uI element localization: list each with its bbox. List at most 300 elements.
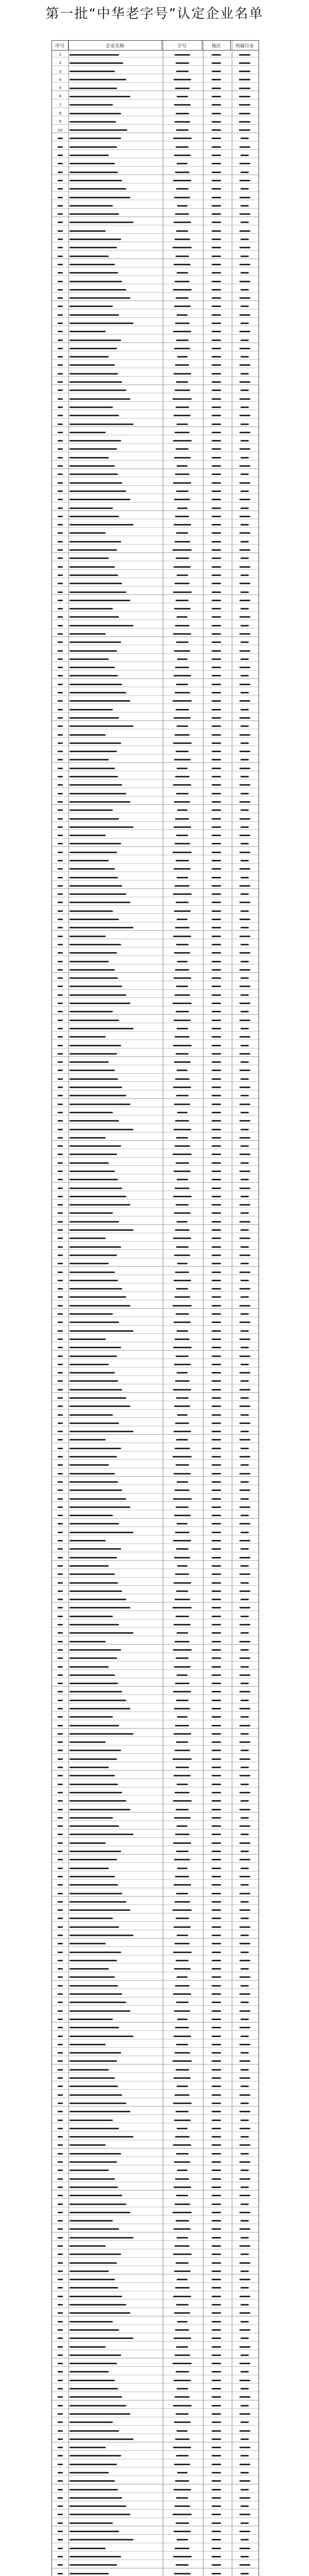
industry-cell <box>231 2393 259 2401</box>
industry-cell <box>231 1671 259 1679</box>
region-cell <box>202 1948 231 1956</box>
company-name-cell <box>68 1931 162 1940</box>
region-cell <box>202 1512 231 1520</box>
region-cell <box>202 613 231 621</box>
company-name-cell <box>68 412 162 420</box>
region-cell <box>202 932 231 940</box>
industry-cell <box>231 479 259 487</box>
industry-cell <box>231 2477 259 2485</box>
company-name-cell <box>68 353 162 361</box>
company-name-cell <box>68 1083 162 1092</box>
brand-name-cell <box>162 2460 202 2468</box>
table-row <box>52 2418 259 2427</box>
row-index <box>52 2259 68 2267</box>
region-cell <box>202 1167 231 1175</box>
table-row <box>52 924 259 932</box>
company-name-cell <box>68 1881 162 1889</box>
row-index <box>52 1621 68 1629</box>
industry-cell <box>231 2074 259 2082</box>
region-cell <box>202 1327 231 1335</box>
table-row <box>52 2317 259 2326</box>
region-cell <box>202 462 231 470</box>
table-row <box>52 1738 259 1747</box>
company-name-cell <box>68 1453 162 1461</box>
region-cell <box>202 2267 231 2275</box>
region-cell <box>202 1033 231 1041</box>
region-cell <box>202 2007 231 2015</box>
brand-name-cell <box>162 59 202 67</box>
region-cell <box>202 311 231 319</box>
row-index <box>52 798 68 806</box>
brand-name-cell <box>162 328 202 336</box>
row-index <box>52 2485 68 2494</box>
region-cell <box>202 2326 231 2334</box>
table-row <box>52 420 259 428</box>
brand-name-cell <box>162 2149 202 2158</box>
company-name-cell <box>68 2561 162 2569</box>
row-index <box>52 420 68 428</box>
brand-name-cell <box>162 67 202 76</box>
region-cell <box>202 1041 231 1049</box>
region-cell <box>202 2250 231 2259</box>
industry-cell <box>231 437 259 445</box>
region-cell <box>202 815 231 823</box>
brand-name-cell <box>162 1201 202 1209</box>
industry-cell <box>231 965 259 974</box>
table-row <box>52 479 259 487</box>
region-cell <box>202 1923 231 1931</box>
table-row <box>52 2444 259 2452</box>
table-row <box>52 2502 259 2511</box>
row-index <box>52 512 68 520</box>
company-name-cell <box>68 722 162 731</box>
region-cell <box>202 2074 231 2082</box>
brand-name-cell <box>162 1570 202 1579</box>
company-name-cell <box>68 554 162 563</box>
table-row <box>52 361 259 369</box>
company-name-cell <box>68 1184 162 1192</box>
company-name-cell <box>68 974 162 982</box>
row-index <box>52 1444 68 1452</box>
row-index <box>52 2057 68 2065</box>
row-index <box>52 2460 68 2468</box>
row-index <box>52 2519 68 2527</box>
industry-cell <box>231 1940 259 1948</box>
brand-name-cell <box>162 638 202 647</box>
company-name-cell <box>68 59 162 67</box>
brand-name-cell <box>162 1503 202 1511</box>
row-index <box>52 2410 68 2418</box>
row-index: 3 <box>59 69 62 74</box>
brand-name-cell <box>162 2418 202 2427</box>
industry-cell <box>231 101 259 109</box>
table-row <box>52 1923 259 1931</box>
table-row <box>52 59 259 67</box>
brand-name-cell <box>162 815 202 823</box>
region-cell <box>202 260 231 268</box>
company-name-cell <box>68 705 162 714</box>
row-index: 6 <box>59 94 62 99</box>
brand-name-cell <box>162 361 202 369</box>
company-name-cell <box>68 2485 162 2494</box>
industry-cell <box>231 277 259 285</box>
industry-cell <box>231 1369 259 1377</box>
table-row <box>52 50 259 59</box>
company-name-cell <box>68 1872 162 1880</box>
company-name-cell <box>68 1352 162 1360</box>
row-index <box>52 2250 68 2259</box>
industry-cell <box>231 2376 259 2384</box>
table-row <box>52 244 259 252</box>
brand-name-cell <box>162 50 202 59</box>
row-index <box>52 1612 68 1620</box>
table-row <box>52 1637 259 1646</box>
brand-name-cell <box>162 1167 202 1175</box>
row-index <box>52 504 68 512</box>
brand-name-cell <box>162 1117 202 1125</box>
brand-name-cell <box>162 2528 202 2536</box>
company-name-cell <box>68 2250 162 2259</box>
table-row <box>52 537 259 546</box>
row-index <box>52 1310 68 1318</box>
table-row <box>52 2368 259 2376</box>
brand-name-cell <box>162 2444 202 2452</box>
row-index <box>52 882 68 890</box>
region-cell <box>202 201 231 210</box>
brand-name-cell <box>162 2233 202 2242</box>
company-name-cell <box>68 277 162 285</box>
table-row <box>52 1520 259 1528</box>
row-index <box>52 680 68 688</box>
brand-name-cell <box>162 117 202 126</box>
region-cell <box>202 907 231 915</box>
table-row <box>52 344 259 352</box>
brand-name-cell <box>162 2116 202 2124</box>
company-name-cell <box>68 957 162 965</box>
row-index <box>52 1528 68 1536</box>
company-name-cell <box>68 1562 162 1570</box>
row-index <box>52 1629 68 1637</box>
brand-name-cell <box>162 764 202 772</box>
table-row <box>52 1621 259 1629</box>
table-row <box>52 2292 259 2300</box>
company-name-cell <box>68 1394 162 1402</box>
company-name-cell <box>68 2452 162 2460</box>
brand-name-cell <box>162 2007 202 2015</box>
row-index <box>52 2360 68 2368</box>
industry-cell <box>231 395 259 403</box>
header-company-name: 企业名称 <box>68 41 162 50</box>
row-index <box>52 218 68 227</box>
industry-cell <box>231 2569 259 2576</box>
industry-cell <box>231 227 259 235</box>
industry-cell <box>231 940 259 948</box>
brand-name-cell <box>162 1369 202 1377</box>
row-index <box>52 1931 68 1940</box>
brand-name-cell <box>162 621 202 630</box>
brand-name-cell <box>162 1402 202 1411</box>
industry-cell <box>231 2149 259 2158</box>
region-cell <box>202 680 231 688</box>
industry-cell <box>231 1133 259 1142</box>
industry-cell <box>231 2233 259 2242</box>
company-name-cell <box>68 2175 162 2183</box>
industry-cell <box>231 1276 259 1284</box>
region-cell <box>202 1755 231 1763</box>
row-index <box>52 2040 68 2048</box>
brand-name-cell <box>162 428 202 436</box>
region-cell <box>202 873 231 882</box>
brand-name-cell <box>162 1990 202 1998</box>
company-name-cell <box>68 1856 162 1864</box>
company-name-cell <box>68 1612 162 1620</box>
industry-cell <box>231 1226 259 1234</box>
row-index <box>52 1520 68 1528</box>
brand-name-cell <box>162 1948 202 1956</box>
row-index <box>52 1604 68 1612</box>
brand-name-cell <box>162 1394 202 1402</box>
table-row <box>52 1881 259 1889</box>
table-row <box>52 92 259 100</box>
table-row <box>52 2133 259 2141</box>
region-cell <box>202 2418 231 2427</box>
row-index <box>52 2343 68 2351</box>
table-row <box>52 1167 259 1175</box>
table-row <box>52 2074 259 2082</box>
industry-cell <box>231 193 259 201</box>
region-cell <box>202 1066 231 1075</box>
row-index <box>52 1738 68 1747</box>
row-index <box>52 1327 68 1335</box>
region-cell <box>202 1049 231 1058</box>
industry-cell <box>231 2192 259 2200</box>
industry-cell <box>231 386 259 395</box>
table-row <box>52 1805 259 1814</box>
company-name-cell <box>68 621 162 630</box>
industry-cell <box>231 201 259 210</box>
brand-name-cell <box>162 378 202 386</box>
table-row <box>52 1570 259 1579</box>
brand-name-cell <box>162 1243 202 1251</box>
brand-name-cell <box>162 2024 202 2032</box>
brand-name-cell <box>162 1579 202 1587</box>
region-cell <box>202 2385 231 2393</box>
company-name-cell <box>68 260 162 268</box>
brand-name-cell <box>162 1016 202 1024</box>
company-name-cell <box>68 907 162 915</box>
row-index <box>52 445 68 453</box>
region-cell <box>202 1444 231 1452</box>
row-index <box>52 1545 68 1553</box>
company-list-table <box>52 40 259 2576</box>
brand-name-cell <box>162 1352 202 1360</box>
row-index <box>52 982 68 991</box>
industry-cell <box>231 521 259 529</box>
region-cell <box>202 1906 231 1914</box>
row-index <box>52 957 68 965</box>
row-index <box>52 1268 68 1276</box>
brand-name-cell <box>162 2250 202 2259</box>
row-index <box>52 1764 68 1772</box>
company-name-cell <box>68 1897 162 1906</box>
region-cell <box>202 2368 231 2376</box>
company-name-cell <box>68 537 162 546</box>
table-row <box>52 76 259 84</box>
row-index <box>52 974 68 982</box>
company-name-cell <box>68 1629 162 1637</box>
company-name-cell <box>68 2217 162 2225</box>
company-name-cell <box>68 1327 162 1335</box>
table-row <box>52 235 259 244</box>
brand-name-cell <box>162 857 202 865</box>
row-index <box>52 227 68 235</box>
row-index <box>52 2401 68 2410</box>
brand-name-cell <box>162 1680 202 1688</box>
company-name-cell <box>68 235 162 244</box>
industry-cell <box>231 126 259 134</box>
brand-name-cell <box>162 386 202 395</box>
row-index <box>52 2217 68 2225</box>
table-row <box>52 672 259 680</box>
company-name-cell <box>68 1461 162 1469</box>
industry-cell <box>231 260 259 268</box>
table-row <box>52 546 259 554</box>
table-row <box>52 1150 259 1159</box>
industry-cell <box>231 1713 259 1721</box>
brand-name-cell <box>162 605 202 613</box>
industry-cell <box>231 1730 259 1738</box>
table-row <box>52 1159 259 1167</box>
company-name-cell <box>68 2233 162 2242</box>
region-cell <box>202 2519 231 2527</box>
region-cell <box>202 2024 231 2032</box>
table-row <box>52 1856 259 1864</box>
company-name-cell <box>68 823 162 831</box>
table-row <box>52 1201 259 1209</box>
row-index <box>52 1747 68 1755</box>
company-name-cell <box>68 2065 162 2074</box>
company-name-cell <box>68 176 162 184</box>
row-index <box>52 1360 68 1368</box>
region-cell <box>202 857 231 865</box>
company-name-cell <box>68 126 162 134</box>
brand-name-cell <box>162 479 202 487</box>
table-row <box>52 403 259 411</box>
company-name-cell <box>68 991 162 999</box>
industry-cell <box>231 1696 259 1704</box>
brand-name-cell <box>162 680 202 688</box>
brand-name-cell <box>162 1209 202 1217</box>
table-row <box>52 890 259 899</box>
region-cell <box>202 328 231 336</box>
company-name-cell <box>68 420 162 428</box>
region-cell <box>202 1956 231 1964</box>
brand-name-cell <box>162 2049 202 2057</box>
region-cell <box>202 2452 231 2460</box>
brand-name-cell <box>162 1931 202 1940</box>
company-name-cell <box>68 2091 162 2099</box>
table-row <box>52 848 259 856</box>
row-index <box>52 714 68 722</box>
table-row <box>52 1931 259 1940</box>
industry-cell <box>231 848 259 856</box>
company-name-cell <box>68 1671 162 1679</box>
industry-cell <box>231 2502 259 2511</box>
table-row <box>52 496 259 504</box>
region-cell <box>202 1864 231 1872</box>
table-row <box>52 588 259 596</box>
row-index: 1 <box>59 52 62 57</box>
row-index <box>52 470 68 479</box>
table-row <box>52 521 259 529</box>
table-row <box>52 1713 259 1721</box>
row-index <box>52 1486 68 1495</box>
industry-cell <box>231 1234 259 1243</box>
row-index <box>52 428 68 436</box>
brand-name-cell <box>162 731 202 739</box>
brand-name-cell <box>162 647 202 655</box>
industry-cell <box>231 2141 259 2149</box>
industry-cell <box>231 2200 259 2208</box>
region-cell <box>202 1192 231 1200</box>
industry-cell <box>231 907 259 915</box>
industry-cell <box>231 1981 259 1990</box>
industry-cell <box>231 2015 259 2023</box>
industry-cell <box>231 571 259 579</box>
table-row <box>52 563 259 571</box>
table-row <box>52 823 259 831</box>
region-cell <box>202 2502 231 2511</box>
row-index <box>52 311 68 319</box>
row-index <box>52 1377 68 1385</box>
company-name-cell <box>68 890 162 899</box>
row-index <box>52 193 68 201</box>
brand-name-cell <box>162 2519 202 2527</box>
table-row <box>52 1721 259 1730</box>
row-index <box>52 1108 68 1116</box>
company-name-cell <box>68 1058 162 1066</box>
brand-name-cell <box>162 1428 202 1436</box>
table-row <box>52 1663 259 1671</box>
row-index <box>52 1260 68 1268</box>
industry-cell <box>231 2536 259 2544</box>
table-row <box>52 1075 259 1083</box>
table-row <box>52 2049 259 2057</box>
row-index <box>52 1990 68 1998</box>
industry-cell <box>231 1217 259 1226</box>
region-cell <box>202 353 231 361</box>
row-index <box>52 2149 68 2158</box>
row-index <box>52 2536 68 2544</box>
brand-name-cell <box>162 1159 202 1167</box>
company-name-cell <box>68 2099 162 2107</box>
brand-name-cell <box>162 2183 202 2191</box>
table-row <box>52 773 259 781</box>
industry-cell <box>231 1176 259 1184</box>
brand-name-cell <box>162 916 202 924</box>
company-name-cell <box>68 1570 162 1579</box>
brand-name-cell <box>162 1764 202 1772</box>
table-row <box>52 1453 259 1461</box>
table-row <box>52 722 259 731</box>
industry-cell <box>231 2351 259 2359</box>
industry-cell <box>231 2368 259 2376</box>
company-name-cell <box>68 496 162 504</box>
region-cell <box>202 949 231 957</box>
row-index <box>52 2124 68 2132</box>
company-name-cell <box>68 2049 162 2057</box>
region-cell <box>202 2393 231 2401</box>
